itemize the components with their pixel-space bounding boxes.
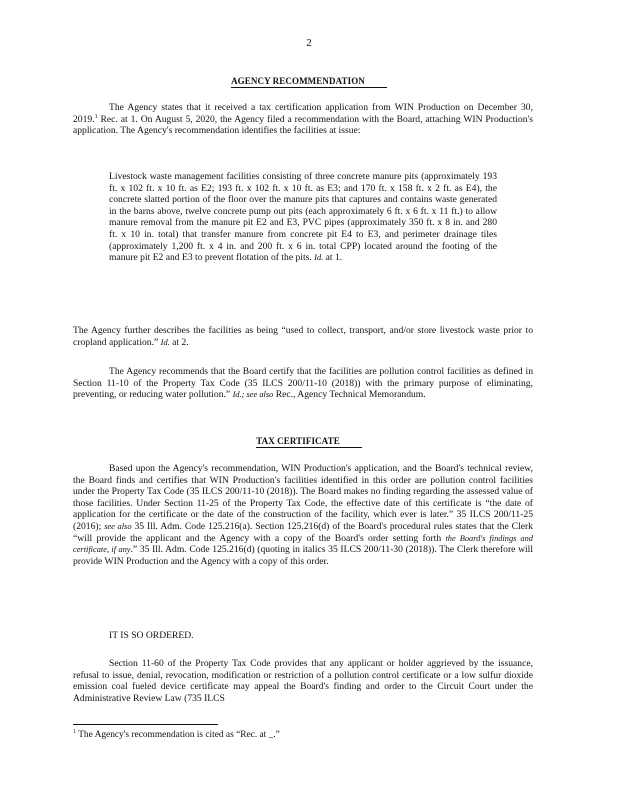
paragraph-text: Section 11-60 of the Property Tax Code provides that any applicant or holder aggrieved by the issuance, refusal to issue, denial, revocation, modification or restriction of a pollution control certificate or a low sulfur dioxide emission coal fueled device certificate may appeal the Board's finding and order to the Circuit Court under the Administrative Review Law (735 ILCS — [73, 658, 533, 704]
paragraph-text: Based upon the Agency's recommendation, WIN Production's application, and the Board's technical review, the Board finds and certifies that WIN Production's facilities identified in this order are pollution control facilities under the Property Tax Code (35 ILCS 200/11-10 (2018)). The Board makes no finding regarding the assessed value of those facilities. Under Section 11-25 of the Property Tax Code, the effective date of this certificate is “the date of application for the certificate or the date of the construction of the facility, which ever is later.” 35 ILCS 200/11-25 (2016); — [73, 463, 533, 532]
paragraph-text: IT IS SO ORDERED. — [109, 630, 194, 641]
citation: Id. — [160, 337, 170, 347]
paragraph-text-continued: Rec. at 1. On August 5, 2020, the Agency filed a recommendation with the Board, attaching WIN Production's application. The Agency's recommendation identifies the facilities at issue: — [73, 113, 533, 137]
paragraph-text-end: .” 35 Ill. Adm. Code 125.216(d) (quoting in italics 35 ILCS 200/11-30 (2018)). The Clerk therefore will provide WIN Production and the Agency with a copy of this order. — [73, 544, 533, 567]
quote-text: Livestock waste management facilities consisting of three concrete manure pits (approximately 193 ft. x 102 ft. x 10 ft. as E2; 193 ft. x 102 ft. x 10 ft. as E3; and 170 ft. x 158 ft. x 2 ft. as E4), the concrete slatted portion of the floor over the manure pits that captures and contains waste generated in the barns above, twelve concrete pump out pits (each approximately 6 ft. x 6 ft. x 11 ft.) to allow manure removal from the manure pit E2 and E3, PVC pipes (approximately 350 ft. x 8 in. and 280 ft. x 10 in. total) that transfer manure from concrete pit E4 to E3, and perimeter drainage tiles (approximately 1,200 ft. x 4 in. and 200 ft. x 6 in. total CPP) located around the footing of the manure pit E2 and E3 to prevent flotation of the pits. — [109, 171, 497, 264]
agency-recommendation-heading-text: AGENCY RECOMMENDATION — [231, 76, 387, 88]
citation: see also — [104, 521, 132, 531]
block-quote-facilities — [109, 171, 497, 264]
paragraph-text: The Agency further describes the facilities as being “used to collect, transport, and/or store livestock waste prior to cropland application.” — [73, 325, 533, 348]
agency-recommendation-heading — [0, 76, 618, 88]
paragraph-text-continued: 35 Ill. Adm. Code 125.216(a). Section 125.216(d) of the Board's procedural rules states that the Clerk “will provide the applicant and the Agency with a copy of the Board's order setting forth — [73, 520, 533, 544]
footnote — [73, 730, 533, 741]
citation-pin: Rec., Agency Technical Memorandum. — [275, 389, 426, 401]
tax-certificate-heading-text: TAX CERTIFICATE — [256, 436, 362, 448]
footnote-marker: 1 — [73, 728, 76, 735]
citation: Id.; see also — [232, 390, 274, 400]
footnote-reference: 1 — [94, 113, 98, 120]
page-number: 2 — [306, 37, 312, 49]
paragraph-appeal-rights — [73, 658, 533, 704]
footnote-divider — [73, 724, 218, 725]
paragraph-text: The Agency states that it received a tax certification application from WIN Production on December 30, 2019. — [73, 102, 533, 125]
paragraph-agency-recommends — [73, 366, 533, 401]
paragraph-board-finds — [73, 463, 533, 567]
citation-pin: at 1. — [325, 252, 343, 264]
paragraph-agency-receipt — [73, 102, 533, 137]
citation: Id. — [314, 253, 324, 263]
tax-certificate-heading — [0, 436, 618, 448]
paragraph-agency-describes — [73, 325, 533, 348]
paragraph-text: The Agency recommends that the Board certify that the facilities are pollution control facilities as defined in Section 11-10 of the Property Tax Code (35 ILCS 200/11-10 (2018)) with the primary purpose of eliminating, preventing, or reducing water pollution.” — [73, 366, 533, 401]
so-ordered — [73, 630, 533, 642]
footnote-text: The Agency's recommendation is cited as “Rec. at _.” — [78, 730, 280, 740]
citation-pin: at 2. — [172, 336, 189, 348]
italic-quotation: the Board's findings and certificate, if any — [73, 533, 533, 555]
